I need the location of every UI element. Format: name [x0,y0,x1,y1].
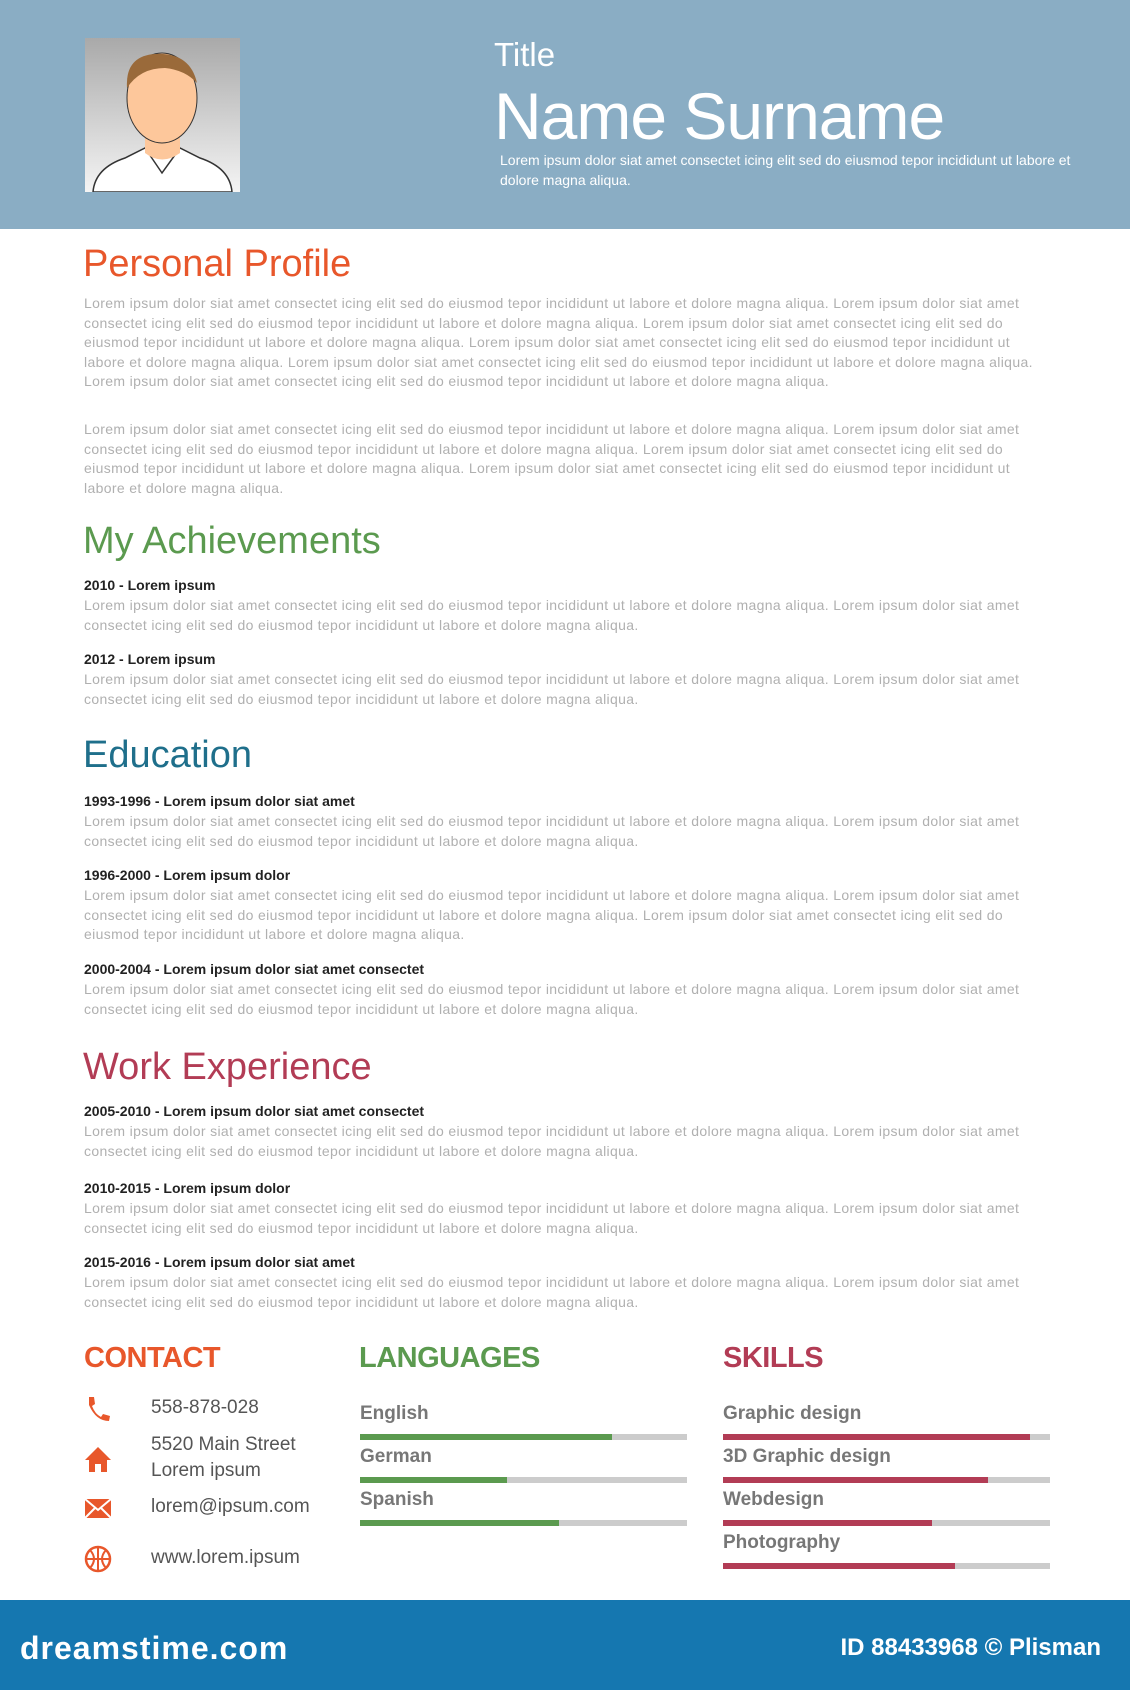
education-text [84,812,1019,851]
image-id: ID 88433968 © Plisman [840,1634,1101,1661]
text-line: labore et dolore magna aliqua. [84,479,284,496]
work-title: 2010-2015 - Lorem ipsum dolor [84,1180,291,1196]
text-line: eiusmod tepor incididunt ut labore et dolore magna aliqua. [84,926,465,942]
languages-level-fill [360,1477,507,1483]
text-line: Lorem ipsum dolor siat amet consectet icing elit sed do eiusmod tepor incididunt ut labore et dolore magna aliqua. Lorem ipsum dolor siat amet [84,887,1020,903]
languages-level-bar [360,1520,687,1526]
text-line: Lorem ipsum dolor siat amet consectet icing elit sed do eiusmod tepor incididunt ut labore et dolore magna aliqua. Lorem ipsum dolor siat amet [84,813,1020,829]
footer-logo: dreamstime.com [20,1630,289,1666]
work-text [84,1273,1019,1312]
text-line: Lorem ipsum dolor siat amet consectet icing elit sed do eiusmod tepor incididunt ut labore et dolore magna aliqua. Lorem ipsum dolor siat amet [84,597,1020,613]
text-line: consectet icing elit sed do eiusmod tepor incididunt ut labore et dolore magna aliqua. [84,832,639,849]
skills-label: 3D Graphic design [723,1446,891,1467]
person-icon [85,38,240,192]
achievement-title: 2012 - Lorem ipsum [84,651,216,667]
skills-label: Webdesign [723,1489,824,1510]
achievements-heading: My Achievements [83,520,381,562]
globe-icon [84,1545,112,1573]
text-line: Lorem ipsum dolor siat amet consectet icing elit sed do eiusmod tepor incididunt ut labore et dolore magna aliqua. [84,373,829,389]
text-line: consectet icing elit sed do eiusmod tepor incididunt ut labore et dolore magna aliqua. Lorem ipsum dolor siat amet consectet icing elit sed do [84,314,1003,331]
text-line: consectet icing elit sed do eiusmod tepor incididunt ut labore et dolore magna aliqua. [84,690,639,707]
skills-level-bar [723,1563,1050,1569]
profile-paragraph-2 [84,420,1019,498]
education-text [84,886,1019,945]
text-line: labore et dolore magna aliqua. Lorem ipsum dolor siat amet consectet icing elit sed do eiusmod tepor incididunt ut labore et dolore magna aliqua. [84,353,1033,370]
phone-icon [84,1395,112,1423]
email-icon [84,1494,112,1522]
contact-address-line2: Lorem ipsum [151,1460,261,1481]
work-title: 2015-2016 - Lorem ipsum dolor siat amet [84,1254,355,1270]
text-line: eiusmod tepor incididunt ut labore et dolore magna aliqua. Lorem ipsum dolor siat amet consectet icing elit sed do eiusmod tepor incididunt ut [84,460,1010,476]
languages-level-fill [360,1434,612,1440]
personal-profile-heading: Personal Profile [83,243,352,285]
text-line: consectet icing elit sed do eiusmod tepor incididunt ut labore et dolore magna aliqua. Lorem ipsum dolor siat amet consectet icing elit sed do [84,440,1003,457]
contact-address-line1: 5520 Main Street [151,1434,296,1455]
header [0,0,1130,229]
languages-label: Spanish [360,1489,434,1510]
avatar [85,38,240,192]
languages-level-bar [360,1477,687,1483]
skills-level-fill [723,1477,988,1483]
text-line: eiusmod tepor incididunt ut labore et dolore magna aliqua. Lorem ipsum dolor siat amet consectet icing elit sed do eiusmod tepor incididunt ut [84,334,1010,350]
contact-phone: 558-878-028 [151,1397,259,1418]
footer [0,1600,1130,1690]
work-experience-heading: Work Experience [83,1046,372,1088]
work-title: 2005-2010 - Lorem ipsum dolor siat amet consectet [84,1103,425,1119]
skills-label: Graphic design [723,1403,862,1424]
text-line: consectet icing elit sed do eiusmod tepor incididunt ut labore et dolore magna aliqua. [84,1293,639,1310]
languages-heading: LANGUAGES [359,1342,540,1374]
contact-website[interactable]: www.lorem.ipsum [151,1547,300,1568]
text-line: Lorem ipsum dolor siat amet consectet icing elit sed do eiusmod tepor incididunt ut labore et dolore magna aliqua. Lorem ipsum dolor siat amet [84,295,1020,311]
skills-heading: SKILLS [723,1342,824,1374]
achievement-text [84,670,1019,709]
text-line: consectet icing elit sed do eiusmod tepor incididunt ut labore et dolore magna aliqua. Lorem ipsum dolor siat amet consectet icing elit sed do [84,906,1003,923]
job-title: Title [494,36,556,73]
skills-level-bar [723,1477,1050,1483]
contact-heading: CONTACT [84,1342,221,1374]
skills-level-fill [723,1434,1030,1440]
contact-email[interactable]: lorem@ipsum.com [151,1496,310,1517]
skills-level-fill [723,1563,955,1569]
languages-level-bar [360,1434,687,1440]
skills-level-fill [723,1520,932,1526]
header-summary: Lorem ipsum dolor siat amet consectet icing elit sed do eiusmod tepor incididunt ut labore et dolore magna aliqua. [500,152,1071,188]
languages-label: English [360,1403,429,1424]
text-line: consectet icing elit sed do eiusmod tepor incididunt ut labore et dolore magna aliqua. [84,1219,639,1236]
home-icon [84,1445,112,1473]
achievement-title: 2010 - Lorem ipsum [84,577,216,593]
work-text [84,1122,1019,1161]
languages-label: German [360,1446,432,1467]
text-line: Lorem ipsum dolor siat amet consectet icing elit sed do eiusmod tepor incididunt ut labore et dolore magna aliqua. Lorem ipsum dolor siat amet [84,981,1020,997]
languages-level-fill [360,1520,559,1526]
education-title: 1993-1996 - Lorem ipsum dolor siat amet [84,793,355,809]
skills-level-bar [723,1520,1050,1526]
text-line: consectet icing elit sed do eiusmod tepor incididunt ut labore et dolore magna aliqua. [84,1142,639,1159]
text-line: consectet icing elit sed do eiusmod tepor incididunt ut labore et dolore magna aliqua. [84,1000,639,1017]
text-line: Lorem ipsum dolor siat amet consectet icing elit sed do eiusmod tepor incididunt ut labore et dolore magna aliqua. Lorem ipsum dolor siat amet [84,1123,1020,1139]
education-title: 1996-2000 - Lorem ipsum dolor [84,867,291,883]
work-text [84,1199,1019,1238]
text-line: Lorem ipsum dolor siat amet consectet icing elit sed do eiusmod tepor incididunt ut labore et dolore magna aliqua. Lorem ipsum dolor siat amet [84,421,1020,437]
text-line: Lorem ipsum dolor siat amet consectet icing elit sed do eiusmod tepor incididunt ut labore et dolore magna aliqua. Lorem ipsum dolor siat amet [84,1274,1020,1290]
text-line: Lorem ipsum dolor siat amet consectet icing elit sed do eiusmod tepor incididunt ut labore et dolore magna aliqua. Lorem ipsum dolor siat amet [84,671,1020,687]
profile-paragraph-1 [84,294,1033,392]
education-heading: Education [83,734,253,776]
skills-label: Photography [723,1532,841,1553]
education-title: 2000-2004 - Lorem ipsum dolor siat amet consectet [84,961,425,977]
skills-level-bar [723,1434,1050,1440]
education-text [84,980,1019,1019]
achievement-text [84,596,1019,635]
text-line: Lorem ipsum dolor siat amet consectet icing elit sed do eiusmod tepor incididunt ut labore et dolore magna aliqua. Lorem ipsum dolor siat amet [84,1200,1020,1216]
full-name: Name Surname [494,79,945,153]
text-line: consectet icing elit sed do eiusmod tepor incididunt ut labore et dolore magna aliqua. [84,616,639,633]
